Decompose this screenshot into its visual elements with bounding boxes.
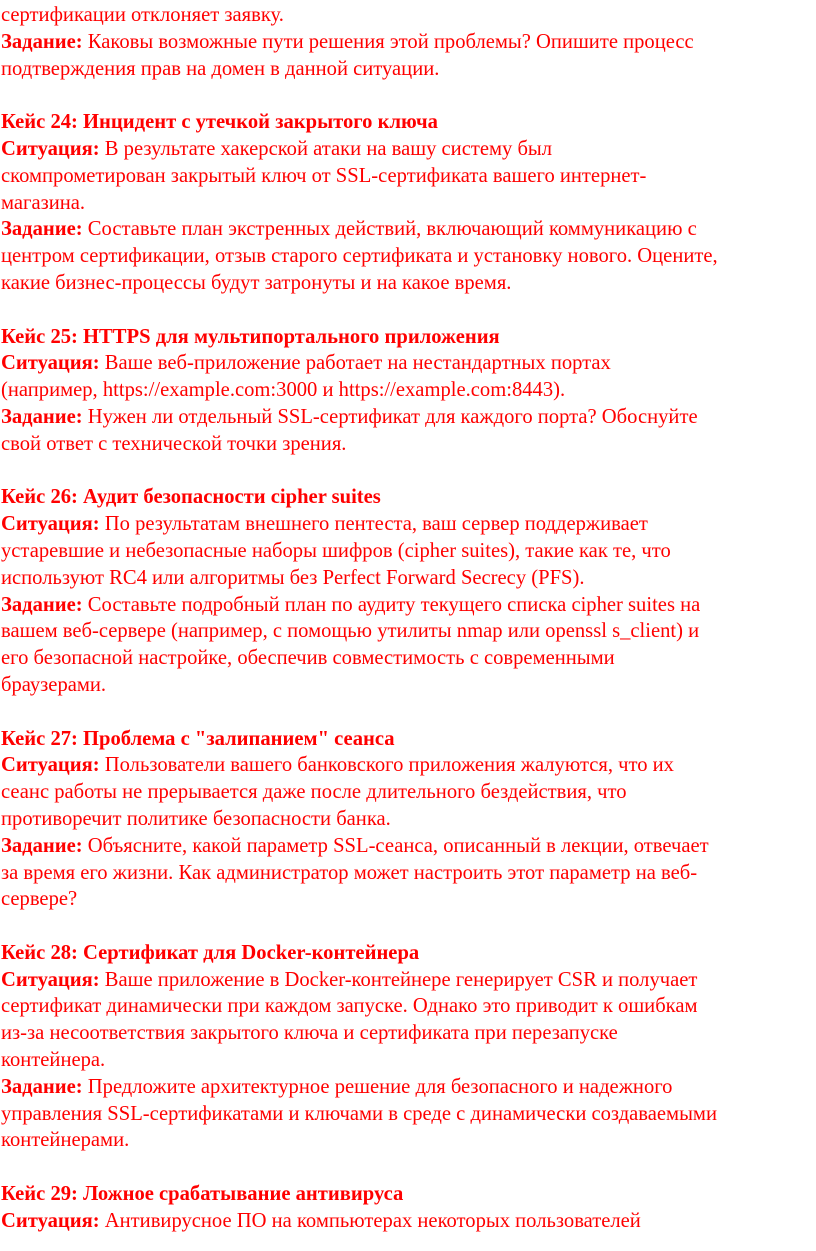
case-task-line (0, 618, 816, 645)
case-title (0, 324, 816, 351)
case-situation-line (0, 163, 816, 190)
task-text: какие бизнес-процессы будут затронуты и на какое время. (1, 271, 512, 294)
paragraph-spacer (0, 913, 816, 940)
task-text: центром сертификации, отзыв старого сертификата и установку нового. Оцените, (1, 245, 718, 268)
case-situation-line (0, 1020, 816, 1047)
task-text: за время его жизни. Как администратор может настроить этот параметр на веб- (1, 861, 698, 884)
case-situation-line (0, 1208, 816, 1235)
paragraph-spacer (0, 82, 816, 109)
case-situation-line (0, 806, 816, 833)
case-title-text: Кейс 29: Ложное срабатывание антивируса (1, 1183, 404, 1206)
case-situation-line (0, 377, 816, 404)
document-page (0, 2, 816, 1235)
situation-text: По результатам внешнего пентеста, ваш сервер поддерживает (99, 513, 648, 536)
case-title (0, 109, 816, 136)
case-task-line (0, 270, 816, 297)
case-title-text: Кейс 24: Инцидент с утечкой закрытого ключа (1, 111, 438, 134)
task-text: подтверждения прав на домен в данной ситуации. (1, 57, 440, 80)
task-text: Каковы возможные пути решения этой проблемы? Опишите процесс (82, 30, 694, 53)
task-text: вашем веб-сервере (например, с помощью утилиты nmap или openssl s_client) и (1, 620, 700, 643)
task-text: управления SSL-сертификатами и ключами в среде с динамически создаваемыми (1, 1102, 717, 1125)
situation-label: Ситуация: (1, 513, 100, 536)
case-title (0, 1181, 816, 1208)
case-situation-line (0, 752, 816, 779)
task-text: Предложите архитектурное решение для безопасного и надежного (82, 1075, 673, 1098)
task-label: Задание: (1, 218, 83, 241)
task-text: Нужен ли отдельный SSL-сертификат для каждого порта? Обоснуйте (82, 405, 698, 428)
situation-label: Ситуация: (1, 137, 100, 160)
case-task-line (0, 645, 816, 672)
task-label: Задание: (1, 30, 83, 53)
case-situation-line (0, 779, 816, 806)
situation-text: из-за несоответствия закрытого ключа и сертификата при перезапуске (1, 1022, 618, 1045)
case-task-line (0, 833, 816, 860)
task-text: свой ответ с технической точки зрения. (1, 432, 347, 455)
case-situation-line (0, 565, 816, 592)
case-title (0, 940, 816, 967)
case-title (0, 726, 816, 753)
intro-task-line (0, 29, 816, 56)
task-label: Задание: (1, 1075, 83, 1098)
situation-text: Антивирусное ПО на компьютерах некоторых пользователей (99, 1209, 641, 1232)
case-task-line (0, 886, 816, 913)
task-text: Составьте план экстренных действий, включающий коммуникацию с (82, 218, 697, 241)
case-situation-line (0, 967, 816, 994)
case-task-line (0, 592, 816, 619)
case-situation-line (0, 190, 816, 217)
case-situation-line (0, 993, 816, 1020)
case-task-line (0, 672, 816, 699)
situation-text: сертификат динамически при каждом запуске. Однако это приводит к ошибкам (1, 995, 698, 1018)
task-label: Задание: (1, 834, 83, 857)
case-task-line (0, 860, 816, 887)
case-title-text: Кейс 28: Сертификат для Docker-контейнера (1, 941, 420, 964)
intro-text-line (0, 2, 816, 29)
case-title-text: Кейс 26: Аудит безопасности cipher suites (1, 486, 381, 509)
case-situation-line (0, 136, 816, 163)
case-task-line (0, 243, 816, 270)
case-situation-line (0, 350, 816, 377)
task-text: сервере? (1, 888, 78, 911)
situation-text: противоречит политике безопасности банка. (1, 807, 391, 830)
case-situation-line (0, 511, 816, 538)
situation-label: Ситуация: (1, 754, 100, 777)
case-task-line (0, 1101, 816, 1128)
intro-task-line (0, 56, 816, 83)
case-task-line (0, 216, 816, 243)
case-task-line (0, 1074, 816, 1101)
task-text: Объясните, какой параметр SSL-сеанса, описанный в лекции, отвечает (82, 834, 709, 857)
situation-text: используют RC4 или алгоритмы без Perfect Forward Secrecy (PFS). (1, 566, 585, 589)
task-label: Задание: (1, 405, 83, 428)
intro-text: сертификации отклоняет заявку. (1, 4, 284, 26)
situation-text: Пользователи вашего банковского приложения жалуются, что их (99, 754, 674, 777)
case-task-line (0, 404, 816, 431)
paragraph-spacer (0, 297, 816, 324)
task-text: Составьте подробный план по аудиту текущего списка cipher suites на (82, 593, 701, 616)
case-title-text: Кейс 27: Проблема с "залипанием" сеанса (1, 727, 395, 750)
paragraph-spacer (0, 458, 816, 485)
paragraph-spacer (0, 1154, 816, 1181)
situation-text: скомпрометирован закрытый ключ от SSL-сертификата вашего интернет- (1, 164, 647, 187)
case-task-line (0, 1127, 816, 1154)
case-situation-line (0, 1047, 816, 1074)
task-text: браузерами. (1, 673, 107, 696)
case-situation-line (0, 538, 816, 565)
task-label: Задание: (1, 593, 83, 616)
situation-text: Ваше веб-приложение работает на нестандартных портах (99, 352, 611, 375)
situation-text: контейнера. (1, 1049, 106, 1072)
situation-text: сеанс работы не прерывается даже после длительного бездействия, что (1, 781, 627, 804)
situation-text: устаревшие и небезопасные наборы шифров (cipher suites), такие как те, что (1, 539, 671, 562)
situation-text: (например, https://example.com:3000 и https://example.com:8443). (1, 379, 566, 402)
case-title-text: Кейс 25: HTTPS для мультипортального приложения (1, 325, 500, 348)
task-text: его безопасной настройке, обеспечив совместимость с современными (1, 647, 615, 670)
task-text: контейнерами. (1, 1129, 130, 1152)
situation-text: В результате хакерской атаки на вашу систему был (99, 137, 553, 160)
situation-label: Ситуация: (1, 352, 100, 375)
case-task-line (0, 431, 816, 458)
situation-text: магазина. (1, 191, 86, 214)
paragraph-spacer (0, 699, 816, 726)
situation-label: Ситуация: (1, 968, 100, 991)
situation-label: Ситуация: (1, 1209, 100, 1232)
situation-text: Ваше приложение в Docker-контейнере генерирует CSR и получает (99, 968, 698, 991)
case-title (0, 484, 816, 511)
